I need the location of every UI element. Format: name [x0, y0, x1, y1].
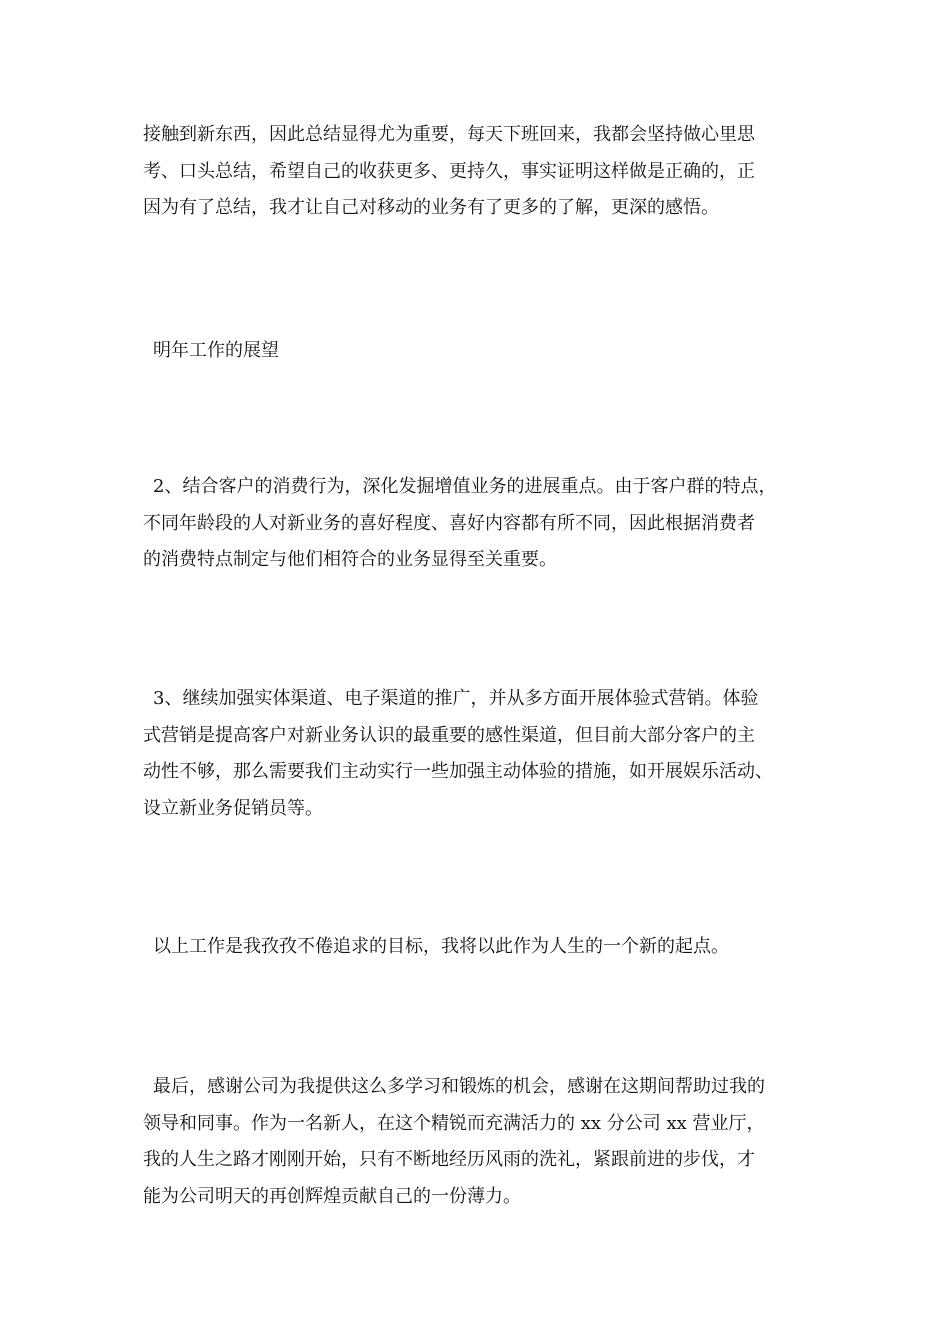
text-line: 考、口头总结，希望自己的收获更多、更持久，事实证明这样做是正确的，正: [143, 160, 755, 182]
paragraph-thanks: [143, 1069, 811, 1216]
text-line: 接触到新东西，因此总结显得尤为重要，每天下班回来，我都会坚持做心里思: [143, 124, 755, 145]
text-line: 动性不够，那么需要我们主动实行一些加强主动体验的措施，如开展娱乐活动、: [143, 761, 773, 783]
paragraph-item-2: [143, 469, 811, 579]
text-line: 2、结合客户的消费行为，深化发掘增值业务的进展重点。由于客户群的特点，: [153, 476, 777, 497]
text-line: 不同年龄段的人对新业务的喜好程度、喜好内容都有所不同，因此根据消费者: [143, 512, 755, 534]
paragraph-item-3: [143, 681, 811, 828]
heading-text: 明年工作的展望: [153, 340, 279, 361]
paragraph-summary-continuation: [143, 117, 811, 227]
paragraph-goal: [143, 929, 811, 966]
text-line: 能为公司明天的再创辉煌贡献自己的一份薄力。: [143, 1186, 521, 1208]
text-line: 式营销是提高客户对新业务认识的最重要的感性渠道，但目前大部分客户的主: [143, 724, 755, 746]
text-line: 我的人生之路才刚刚开始，只有不断地经历风雨的洗礼，紧跟前进的步伐，才: [143, 1149, 755, 1171]
section-heading-outlook: [143, 333, 811, 370]
text-line: 以上工作是我孜孜不倦追求的目标，我将以此作为人生的一个新的起点。: [153, 936, 729, 957]
text-line: 因为有了总结，我才让自己对移动的业务有了更多的了解，更深的感悟。: [143, 197, 719, 219]
text-line: 领导和同事。作为一名新人，在这个精锐而充满活力的 xx 分公司 xx 营业厅，: [143, 1112, 765, 1134]
text-line: 设立新业务促销员等。: [143, 798, 323, 820]
text-line: 的消费特点制定与他们相符合的业务显得至关重要。: [143, 549, 557, 571]
text-line: 最后，感谢公司为我提供这么多学习和锻炼的机会，感谢在这期间帮助过我的: [153, 1076, 765, 1097]
text-line: 3、继续加强实体渠道、电子渠道的推广，并从多方面开展体验式营销。体验: [153, 688, 759, 709]
